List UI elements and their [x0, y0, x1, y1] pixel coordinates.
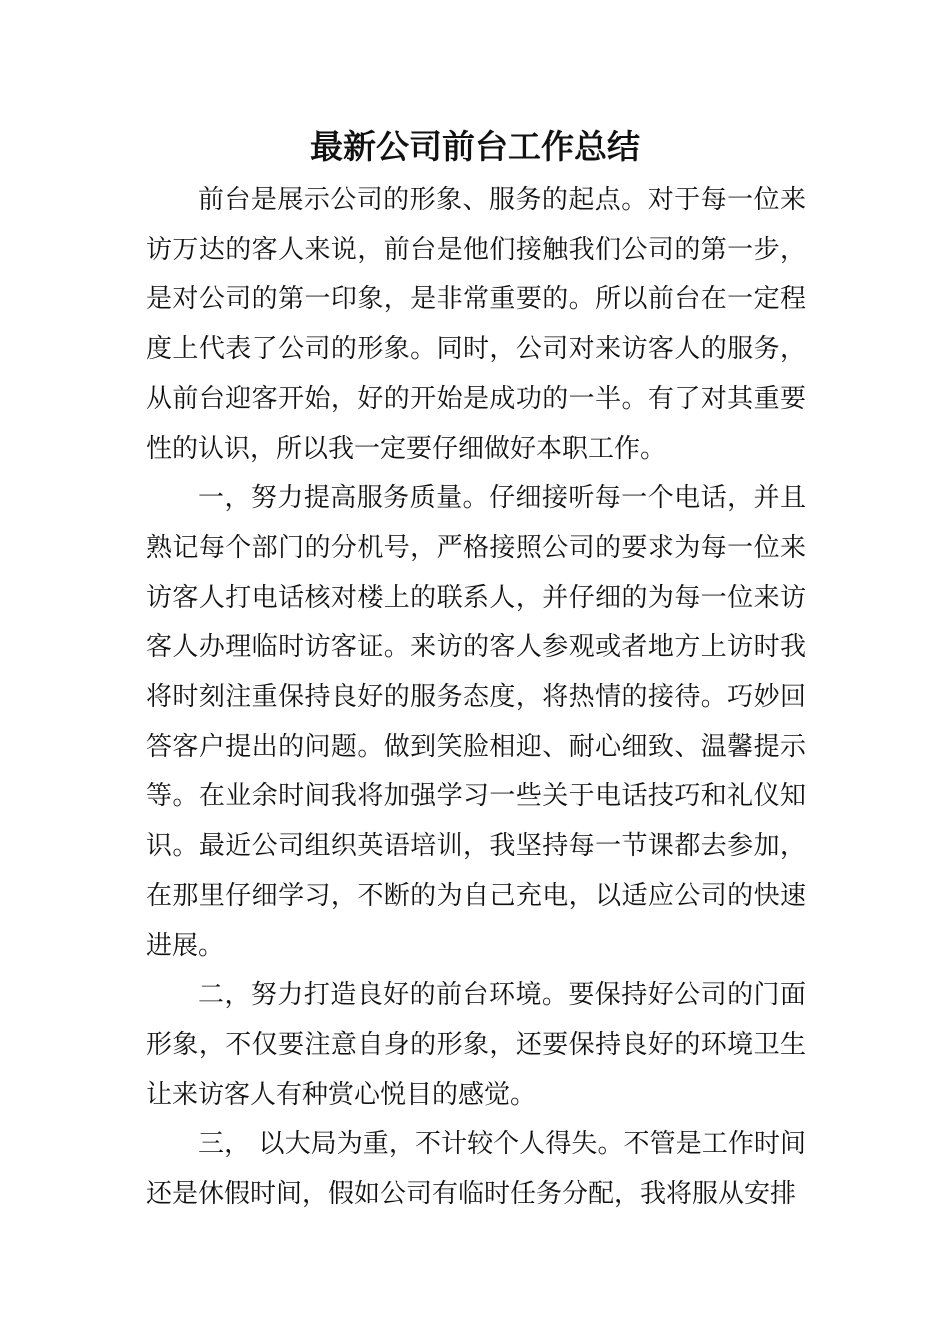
- paragraph-intro: 前台是展示公司的形象、服务的起点。对于每一位来访万达的客人来说，前台是他们接触我们公司的第一步，是对公司的第一印象，是非常重要的。所以前台在一定程度上代表了公司的形象。同时，公司对来访客人的服务，从前台迎客开始，好的开始是成功的一半。有了对其重要性的认识，所以我一定要仔细做好本职工作。: [146, 185, 806, 464]
- paragraph-point-one: 一，努力提高服务质量。仔细接听每一个电话，并且熟记每个部门的分机号，严格接照公司的要求为每一位来访客人打电话核对楼上的联系人，并仔细的为每一位来访客人办理临时访客证。来访的客人参观或者地方上访时我将时刻注重保持良好的服务态度，将热情的接待。巧妙回答客户提出的问题。做到笑脸相迎、耐心细致、温馨提示等。在业余时间我将加强学习一些关于电话技巧和礼仪知识。最近公司组织英语培训，我坚持每一节课都去参加，在那里仔细学习，不断的为自己充电，以适应公司的快速进展。: [146, 483, 806, 961]
- paragraph-point-three: 三， 以大局为重，不计较个人得失。不管是工作时间还是休假时间，假如公司有临时任务分配，我将服从安排: [146, 1129, 806, 1210]
- paragraph-point-two: 二，努力打造良好的前台环境。要保持好公司的门面形象，不仅要注意自身的形象，还要保持良好的环境卫生让来访客人有种赏心悦目的感觉。: [146, 980, 806, 1110]
- document-body: [146, 176, 806, 1220]
- document-title: 最新公司前台工作总结: [310, 127, 640, 166]
